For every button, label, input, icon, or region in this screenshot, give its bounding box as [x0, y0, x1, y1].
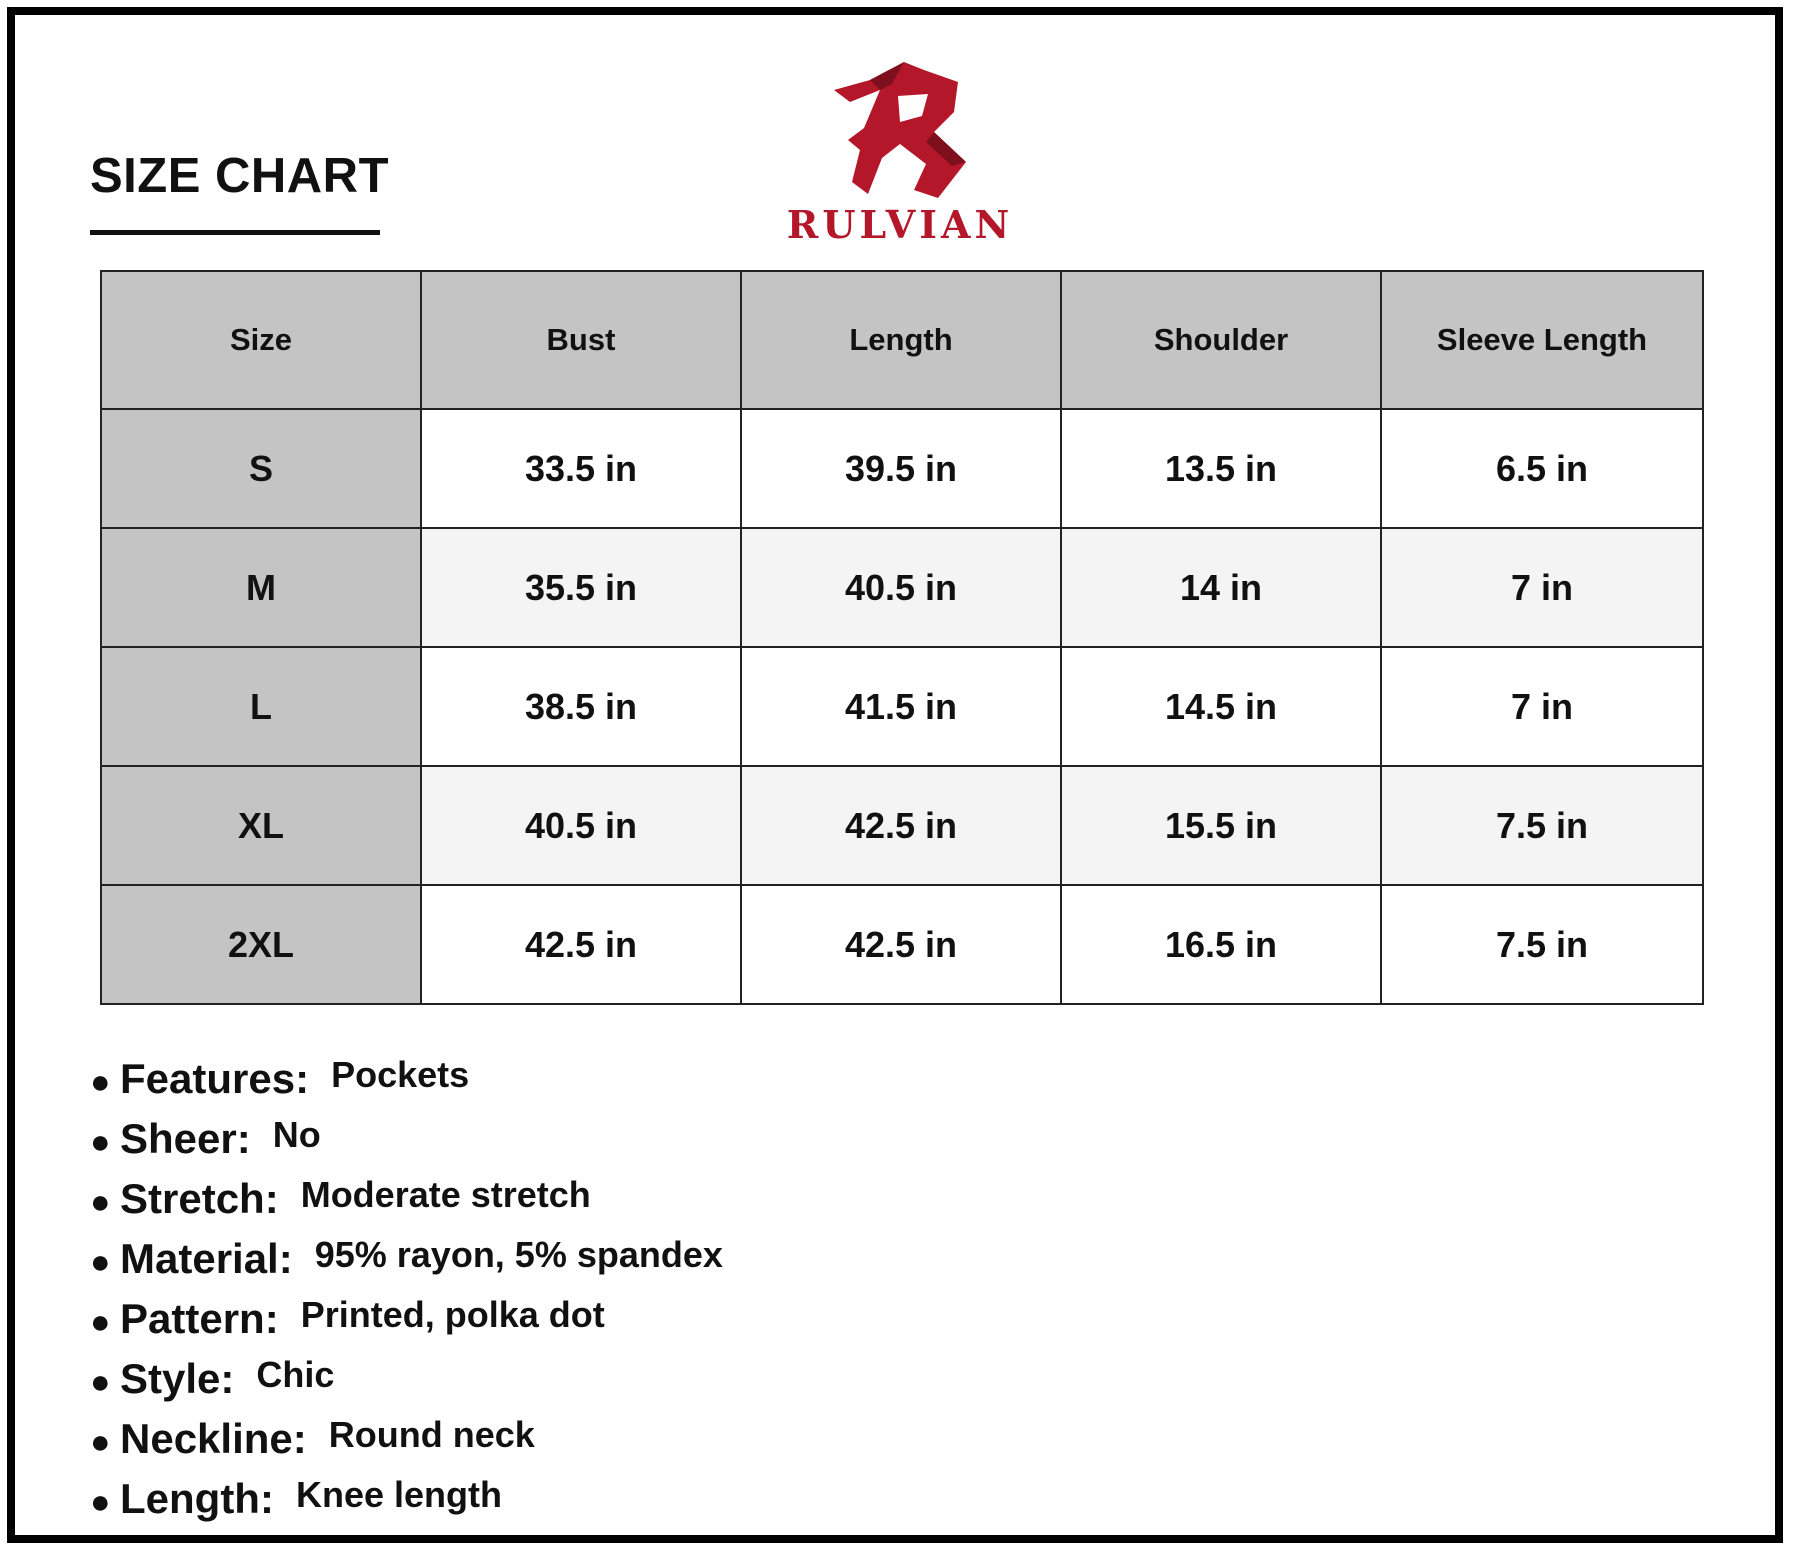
shoulder-cell: 15.5 in: [1061, 766, 1381, 885]
brand-name: RULVIAN: [786, 202, 1014, 247]
length-cell: 42.5 in: [741, 766, 1061, 885]
shoulder-cell: 14 in: [1061, 528, 1381, 647]
table-row: [101, 528, 1703, 647]
size-cell: M: [101, 528, 421, 647]
length-cell: 39.5 in: [741, 409, 1061, 528]
bullet-icon: ●: [90, 1243, 111, 1281]
sleeve-length-cell: 7.5 in: [1381, 885, 1703, 1004]
bullet-icon: ●: [90, 1363, 111, 1401]
sleeve-length-cell: 6.5 in: [1381, 409, 1703, 528]
length-cell: 41.5 in: [741, 647, 1061, 766]
header-sleeve-length: Sleeve Length: [1381, 271, 1703, 409]
feature-label: Style:: [120, 1355, 235, 1402]
bust-cell: 35.5 in: [421, 528, 741, 647]
shoulder-cell: 13.5 in: [1061, 409, 1381, 528]
size-cell: XL: [101, 766, 421, 885]
feature-value: Moderate stretch: [300, 1174, 591, 1215]
sleeve-length-cell: 7 in: [1381, 528, 1703, 647]
bullet-icon: ●: [90, 1063, 111, 1101]
r-monogram-icon: [830, 62, 970, 198]
bullet-icon: ●: [90, 1303, 111, 1341]
feature-label: Sheer:: [120, 1115, 251, 1162]
list-item: [90, 1475, 1290, 1535]
feature-label: Material:: [120, 1235, 293, 1282]
bullet-icon: ●: [90, 1483, 111, 1521]
bust-cell: 38.5 in: [421, 647, 741, 766]
header-length: Length: [741, 271, 1061, 409]
feature-list: [90, 1055, 1290, 1535]
list-item: [90, 1295, 1290, 1355]
feature-label: Pattern:: [120, 1295, 279, 1342]
title-underline: [90, 230, 380, 235]
list-item: [90, 1175, 1290, 1235]
feature-value: Round neck: [328, 1414, 535, 1455]
list-item: [90, 1355, 1290, 1415]
bullet-icon: ●: [90, 1183, 111, 1221]
table-header-row: [101, 271, 1703, 409]
bullet-icon: ●: [90, 1123, 111, 1161]
list-item: [90, 1055, 1290, 1115]
brand-logo: [775, 62, 1025, 247]
page-title: SIZE CHART: [90, 149, 389, 203]
bullet-icon: ●: [90, 1423, 111, 1461]
header-bust: Bust: [421, 271, 741, 409]
length-cell: 40.5 in: [741, 528, 1061, 647]
table-row: [101, 766, 1703, 885]
sleeve-length-cell: 7.5 in: [1381, 766, 1703, 885]
table-row: [101, 409, 1703, 528]
feature-label: Neckline:: [120, 1415, 307, 1462]
list-item: [90, 1235, 1290, 1295]
feature-label: Features:: [120, 1055, 310, 1102]
size-cell: 2XL: [101, 885, 421, 1004]
feature-label: Stretch:: [120, 1175, 279, 1222]
feature-value: No: [272, 1114, 321, 1155]
bust-cell: 42.5 in: [421, 885, 741, 1004]
feature-value: Pockets: [331, 1054, 470, 1095]
shoulder-cell: 16.5 in: [1061, 885, 1381, 1004]
header-size: Size: [101, 271, 421, 409]
bust-cell: 33.5 in: [421, 409, 741, 528]
feature-value: Chic: [256, 1354, 335, 1395]
header-shoulder: Shoulder: [1061, 271, 1381, 409]
sleeve-length-cell: 7 in: [1381, 647, 1703, 766]
list-item: [90, 1115, 1290, 1175]
feature-label: Length:: [120, 1475, 274, 1522]
length-cell: 42.5 in: [741, 885, 1061, 1004]
bust-cell: 40.5 in: [421, 766, 741, 885]
size-cell: L: [101, 647, 421, 766]
size-cell: S: [101, 409, 421, 528]
feature-value: 95% rayon, 5% spandex: [314, 1234, 723, 1275]
feature-value: Knee length: [295, 1474, 502, 1515]
table-row: [101, 647, 1703, 766]
shoulder-cell: 14.5 in: [1061, 647, 1381, 766]
list-item: [90, 1415, 1290, 1475]
feature-value: Printed, polka dot: [300, 1294, 605, 1335]
size-table: [100, 270, 1704, 1005]
table-row: [101, 885, 1703, 1004]
